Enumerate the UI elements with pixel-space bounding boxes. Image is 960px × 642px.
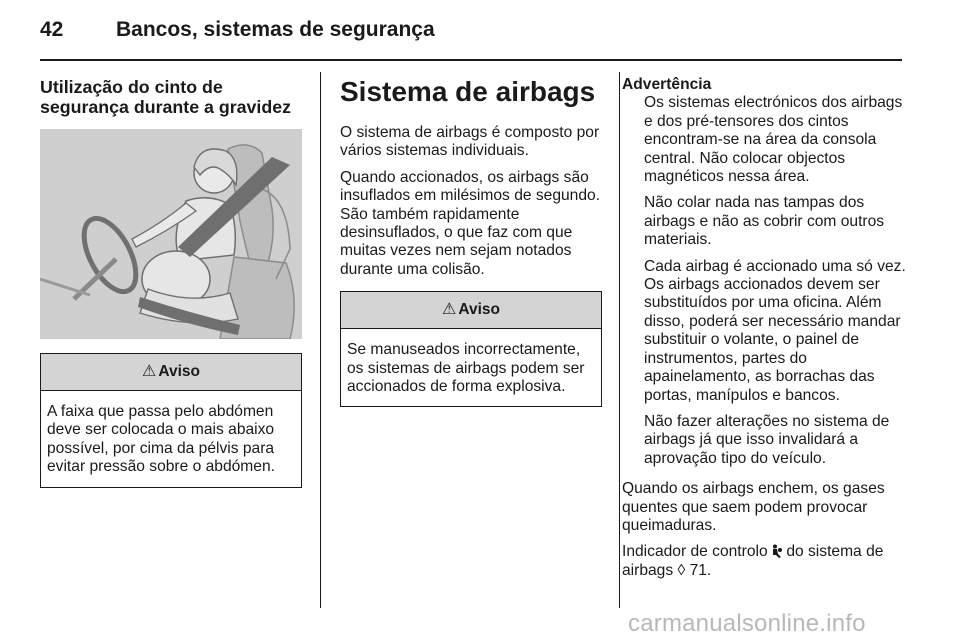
warning-box-pregnancy — [40, 353, 302, 488]
airbag-indicator-icon — [772, 544, 782, 558]
warning-triangle-icon: ⚠ — [442, 301, 457, 319]
right-column — [622, 72, 907, 588]
heading-line-1: Utilização do cinto de — [40, 77, 223, 97]
advert-paragraph: Os sistemas electrónicos dos airbags e dos pré-tensores dos cintos encontram-se na área da consola central. Não colocar objectos magnéticos nessa área. — [644, 94, 903, 186]
column-divider-right — [619, 72, 620, 608]
warning-text: A faixa que passa pelo abdómen deve ser colocada o mais abaixo possível, por cima da pélvis para evitar pressão sobre o abdómen. — [47, 403, 275, 476]
advert-paragraph: Não fazer alterações no sistema de airbags já que isso invalidará a aprovação tipo do veículo. — [644, 412, 890, 467]
warning-box-airbags — [340, 291, 602, 407]
advert-paragraph: Não colar nada nas tampas dos airbags e não as cobrir com outros materiais. — [644, 194, 885, 249]
section-title-airbags: Sistema de airbags — [340, 76, 596, 107]
warning-header — [341, 292, 601, 329]
page-reference-icon: ◊ — [677, 561, 686, 579]
page-number: 42 — [40, 18, 64, 41]
warning-triangle-icon: ⚠ — [142, 362, 157, 380]
warning-label: Aviso — [458, 301, 500, 319]
advert-paragraph: Cada airbag é accionado uma só vez. Os airbags accionados devem ser substituídos por uma oficina. Além disso, poderá ser necessário mandar substituir o volante, o painel de instrumentos, partes do apainelamento, as borrachas das portas, manípulos e bancos. — [644, 257, 906, 404]
paragraph: Quando accionados, os airbags são insuflados em milésimos de segundo. São também rapidamente desinsuflados, o que faz com que muitas vezes nem sejam notados durante uma colisão. — [340, 168, 601, 278]
warning-header — [41, 354, 301, 391]
page-reference-link[interactable]: 71. — [689, 561, 712, 579]
warning-label: Aviso — [158, 362, 200, 380]
pregnant-seatbelt-illustration — [40, 129, 302, 339]
left-column — [40, 72, 302, 488]
paragraph-indicator — [622, 543, 907, 580]
watermark: carmanualsonline.info — [628, 610, 866, 637]
header-rule — [40, 59, 902, 61]
paragraph: O sistema de airbags é composto por vários sistemas individuais. — [340, 124, 600, 160]
paragraph-gases: Quando os airbags enchem, os gases quentes que saem podem provocar queimaduras. — [622, 480, 885, 534]
column-divider-left — [320, 72, 321, 608]
middle-column — [340, 72, 602, 407]
warning-text: Se manuseados incorrectamente, os sistemas de airbags podem ser accionados de forma explosiva. — [347, 341, 585, 396]
indicator-text: Indicador de controlo — [622, 543, 768, 561]
chapter-title: Bancos, sistemas de segurança — [116, 18, 435, 41]
indicator-text-suffix: do sistema de airbags — [622, 543, 884, 579]
section-heading-pregnancy — [40, 77, 302, 117]
advert-block — [622, 94, 907, 468]
advert-title: Advertência — [622, 76, 712, 93]
heading-line-2: segurança durante a gravidez — [40, 97, 292, 117]
